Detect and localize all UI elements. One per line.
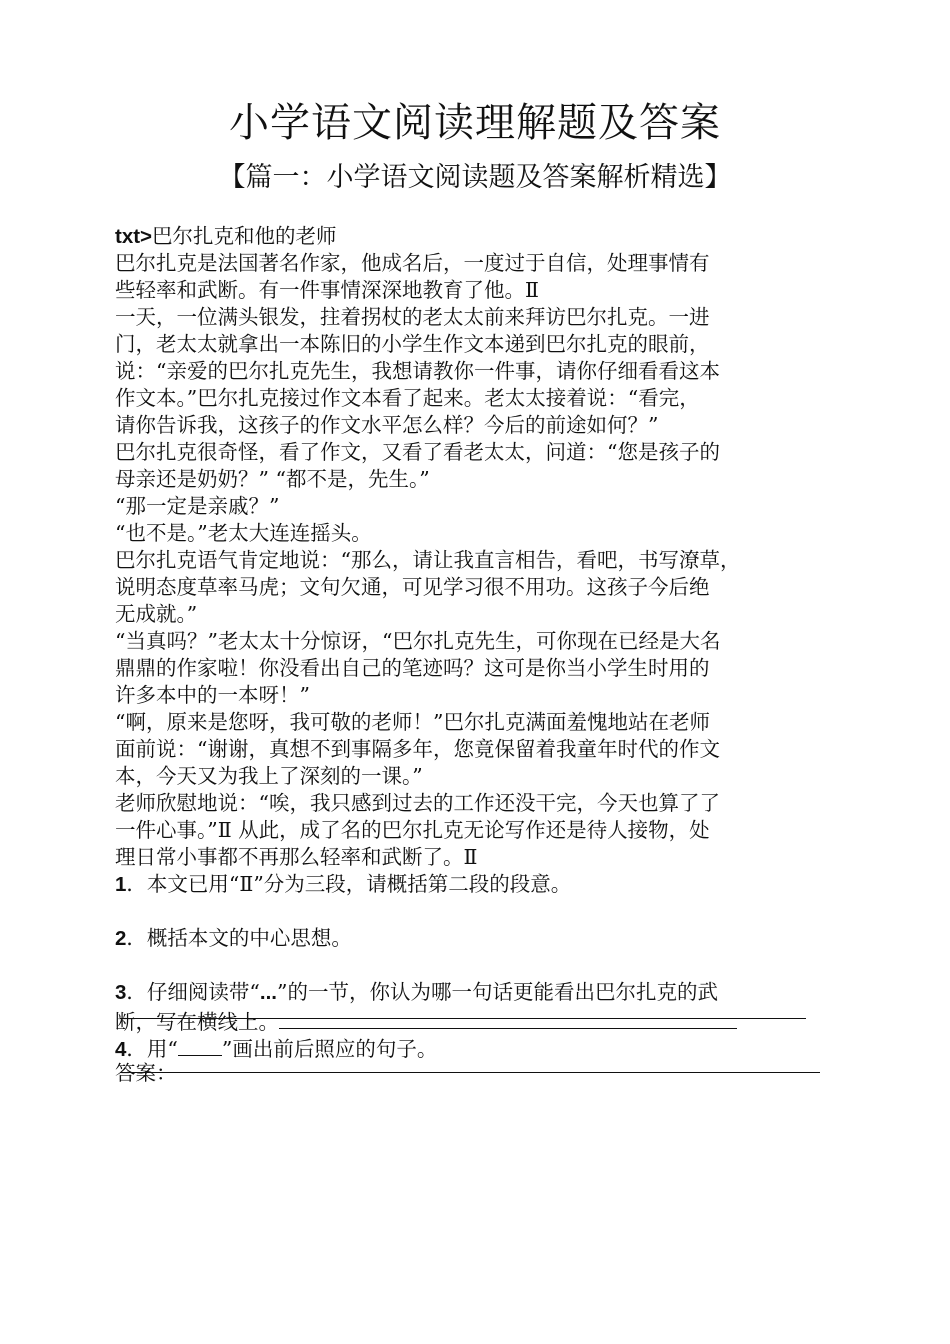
passage-line: 本，今天又为我上了深刻的一课。” — [115, 764, 423, 788]
question-2 — [115, 925, 845, 952]
passage-line: 巴尔扎克是法国著名作家，他成名后，一度过于自信，处理事情有 — [115, 251, 710, 275]
question-1 — [115, 871, 845, 898]
passage-line: “也不是。”老太大连连摇头。 — [115, 521, 372, 545]
passage-line: 一件心事。”Ⅱ 从此，成了名的巴尔扎克无论写作还是待人接物，处 — [115, 818, 710, 842]
passage-line: 理日常小事都不再那么轻率和武断了。Ⅱ — [115, 845, 478, 869]
question-4 — [115, 1033, 845, 1060]
passage-line: “啊，原来是您呀，我可敬的老师！”巴尔扎克满面羞愧地站在老师 — [115, 710, 710, 734]
question-2-number: 2 — [115, 927, 127, 950]
question-3-ellipsis: ... — [259, 981, 277, 1004]
passage-line: 门，老太太就拿出一本陈旧的小学生作文本递到巴尔扎克的眼前， — [115, 332, 710, 356]
answer-line-1-row — [115, 898, 845, 925]
document-title: 小学语文阅读理解题及答案 — [229, 100, 721, 146]
passage-header — [115, 223, 845, 250]
passage-line: 巴尔扎克很奇怪，看了作文，又看了看老太太，问道：“您是孩子的 — [115, 440, 720, 464]
passage-line: 一天，一位满头银发，拄着拐杖的老太太前来拜访巴尔扎克。一进 — [115, 305, 710, 329]
answer-label: 答案： — [115, 1061, 177, 1085]
passage-line: 请你告诉我，这孩子的作文水平怎么样？今后的前途如何？” — [115, 413, 659, 437]
passage-line: 作文本。”巴尔扎克接过作文本看了起来。老太太接着说：“看完， — [115, 386, 700, 410]
underline-sample — [178, 1033, 222, 1056]
document-body — [115, 223, 845, 1087]
passage-line: 巴尔扎克语气肯定地说：“那么，请让我直言相告，看吧，书写潦草， — [115, 548, 741, 572]
question-4-text-b: ”画出前后照应的句子。 — [221, 1037, 438, 1061]
answer-line-1[interactable] — [120, 1018, 806, 1019]
passage-line: 老师欣慰地说：“唉，我只感到过去的工作还没干完，今天也算了了 — [115, 791, 720, 815]
passage-line: “那一定是亲戚？” — [115, 494, 280, 518]
passage-line: 些轻率和武断。有一件事情深深地教育了他。Ⅱ — [115, 278, 539, 302]
passage-title: 巴尔扎克和他的老师 — [152, 224, 337, 248]
passage-line: 母亲还是奶奶？” “都不是，先生。” — [115, 467, 430, 491]
question-2-text: ．概括本文的中心思想。 — [126, 926, 352, 950]
question-4-text-a: ．用“ — [126, 1037, 178, 1061]
passage-line: “当真吗？”老太太十分惊讶，“巴尔扎克先生，可你现在已经是大名 — [115, 629, 721, 653]
question-3 — [115, 979, 845, 1006]
question-3-text-b: ”的一节，你认为哪一句话更能看出巴尔扎克的武 — [276, 980, 718, 1004]
question-4-number: 4 — [115, 1038, 127, 1061]
question-1-text: ．本文已用“Ⅱ”分为三段，请概括第二段的段意。 — [126, 872, 572, 896]
passage-line: 无成就。” — [115, 602, 198, 626]
passage-line: 面前说：“谢谢，真想不到事隔多年，您竟保留着我童年时代的作文 — [115, 737, 720, 761]
question-1-number: 1 — [115, 873, 127, 896]
question-3-line2-text: 断，写在横线上。 — [115, 1010, 279, 1034]
document-subtitle: 【篇一：小学语文阅读题及答案解析精选】 — [218, 162, 732, 193]
question-3-text-a: ．仔细阅读带“ — [126, 980, 260, 1004]
passage-line: 鼎鼎的作家啦！你没看出自己的笔迹吗？这可是你当小学生时用的 — [115, 656, 710, 680]
passage-line: 许多本中的一本呀！” — [115, 683, 310, 707]
passage-header-prefix: txt> — [115, 225, 153, 248]
question-3-number: 3 — [115, 981, 127, 1004]
question-3-line2 — [115, 1006, 845, 1033]
answer-line-2-row — [115, 952, 845, 979]
passage-line: 说：“亲爱的巴尔扎克先生，我想请教你一件事，请你仔细看看这本 — [115, 359, 720, 383]
answer-line-2[interactable] — [120, 1072, 820, 1073]
passage-line: 说明态度草率马虎；文句欠通，可见学习很不用功。这孩子今后绝 — [115, 575, 710, 599]
